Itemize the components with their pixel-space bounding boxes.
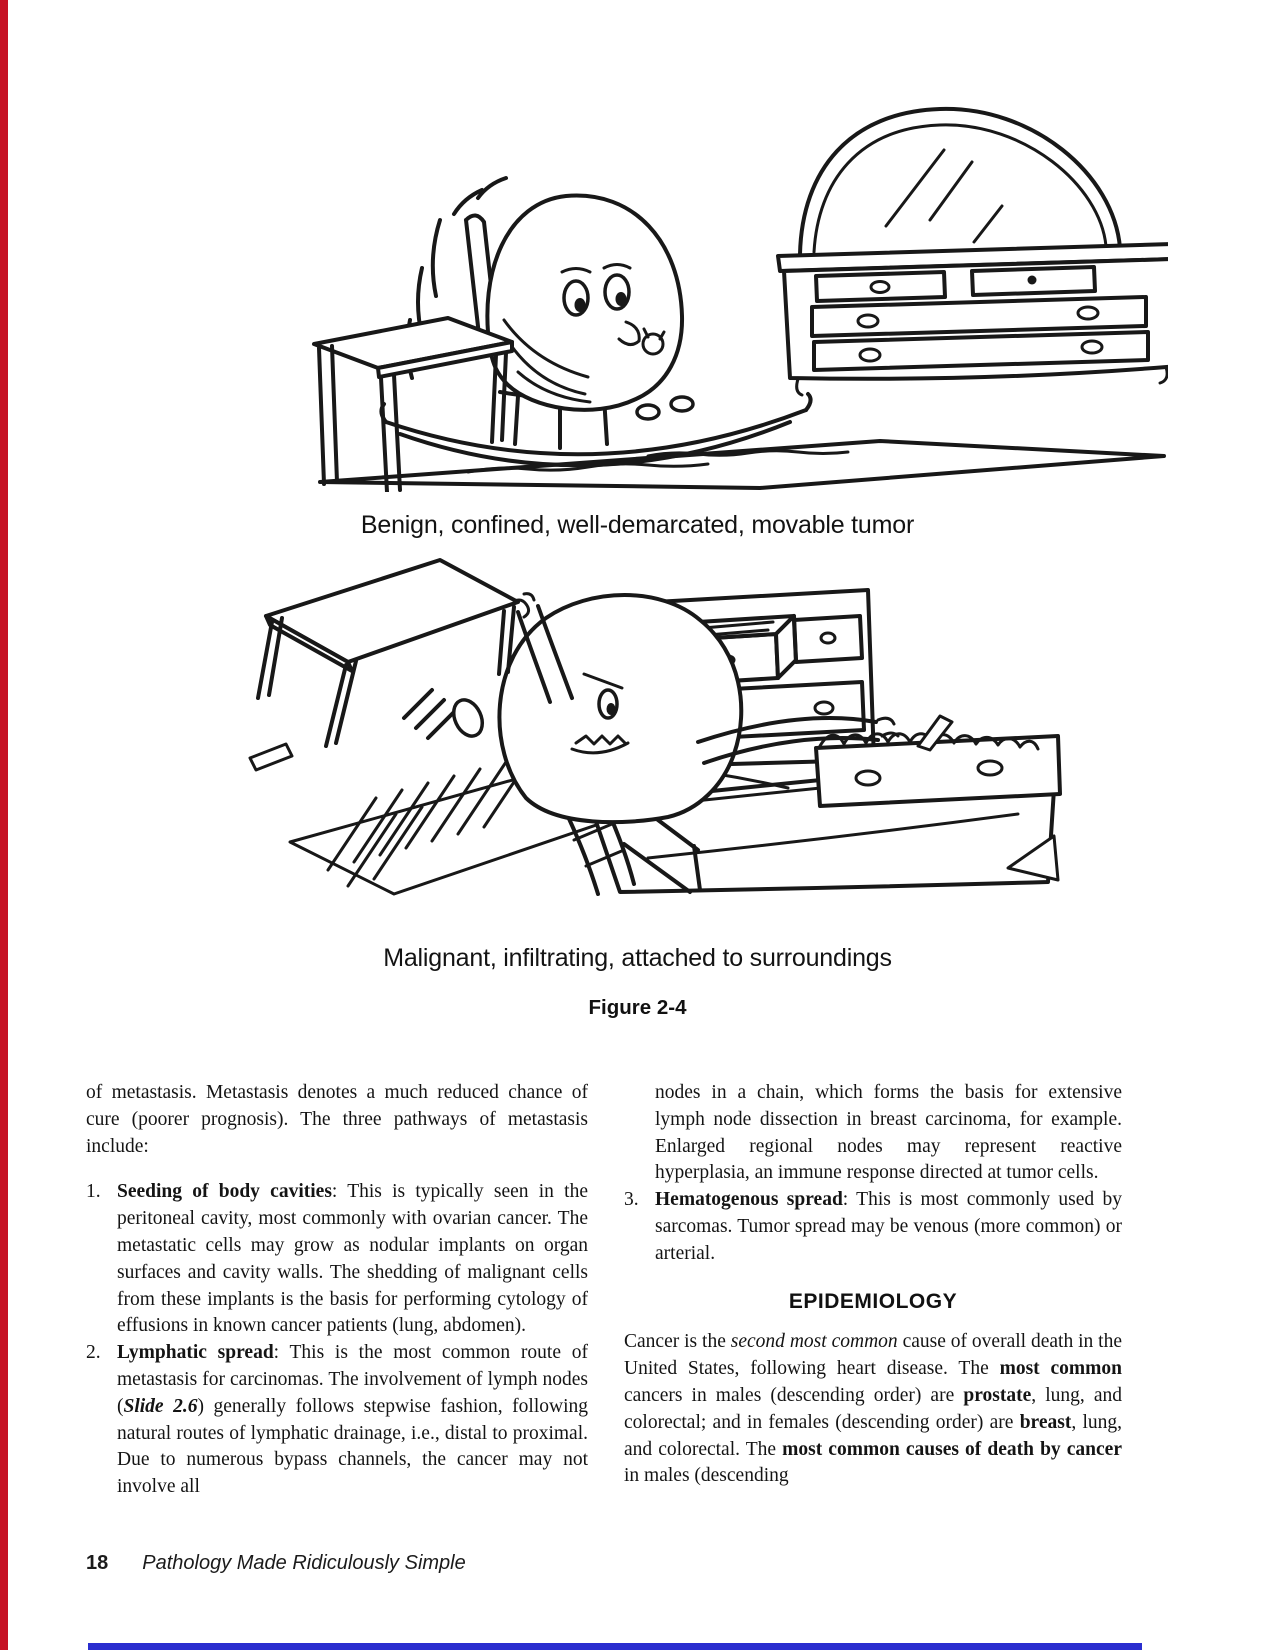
list-item-hematogenous bbox=[624, 1187, 1122, 1267]
list-item-text: Lymphatic spread: This is the most common route of metastasis for carcinomas. The involvement of lymph nodes (Slide 2.6) generally follows stepwise fashion, following natural routes of lymphatic drainage, i.e., distal to proximal. Due to numerous bypass channels, the cancer may not involve all bbox=[117, 1342, 588, 1498]
dresser-with-mirror bbox=[778, 109, 1168, 395]
paragraph-metastasis-intro: of metastasis. Metastasis denotes a much reduced chance of cure (poorer prognosis). The three pathways of metastasis include: bbox=[86, 1082, 588, 1157]
blue-page-edge-bar bbox=[88, 1643, 1142, 1650]
benign-tumor-blob bbox=[487, 196, 693, 419]
list-item-number: 2. bbox=[86, 1342, 101, 1364]
malignant-tumor-figure bbox=[228, 550, 1068, 896]
benign-scene-drawing bbox=[88, 92, 1168, 492]
figure-caption-malignant: Malignant, infiltrating, attached to surroundings bbox=[383, 944, 892, 972]
page-footer bbox=[86, 1552, 466, 1575]
side-table bbox=[314, 318, 512, 492]
figure-label: Figure 2-4 bbox=[588, 996, 687, 1019]
page-number: 18 bbox=[86, 1552, 109, 1574]
list-item-number: 3. bbox=[624, 1189, 639, 1211]
body-text-right-column bbox=[624, 1080, 1122, 1490]
red-page-edge-bar bbox=[0, 0, 8, 1650]
body-text-left-column bbox=[86, 1080, 588, 1501]
list-item-text: Seeding of body cavities: This is typically seen in the peritoneal cavity, most commonly with ovarian cancer. The metastatic cells may grow as nodular implants on organ surfaces and cavity walls. The shedding of malignant cells from these implants is the basis for performing cytology of effusions in known cancer patients (lung, abdomen). bbox=[117, 1181, 588, 1337]
benign-tumor-figure bbox=[88, 92, 1168, 492]
paragraph-lymphatic-continuation: nodes in a chain, which forms the basis for extensive lymph node dissection in breast carcinoma, for example. Enlarged regional nodes may represent reactive hyperplasia, an immune response directed at tumor cells. bbox=[655, 1082, 1122, 1184]
malignant-scene-drawing bbox=[228, 550, 1068, 896]
malignant-tumor-blob bbox=[448, 595, 741, 822]
shadow-lines bbox=[404, 690, 456, 738]
list-item-number: 1. bbox=[86, 1181, 101, 1203]
list-item-text: Hematogenous spread: This is most commonly used by sarcomas. Tumor spread may be venous (more common) or arterial. bbox=[655, 1189, 1122, 1264]
book-title: Pathology Made Ridiculously Simple bbox=[142, 1552, 466, 1574]
debris-piece bbox=[250, 744, 292, 770]
list-item-lymphatic bbox=[86, 1340, 588, 1501]
paragraph-epidemiology: Cancer is the second most common cause of overall death in the United States, following heart disease. The most common cancers in males (descending order) are prostate, lung, and colorectal; and in females (descending order) are breast, lung, and colorectal. The most common causes of death by cancer in males (descending bbox=[624, 1331, 1123, 1487]
epidemiology-heading: EPIDEMIOLOGY bbox=[788, 1289, 958, 1313]
list-item-seeding bbox=[86, 1179, 588, 1340]
figure-caption-benign: Benign, confined, well-demarcated, movable tumor bbox=[360, 511, 915, 539]
